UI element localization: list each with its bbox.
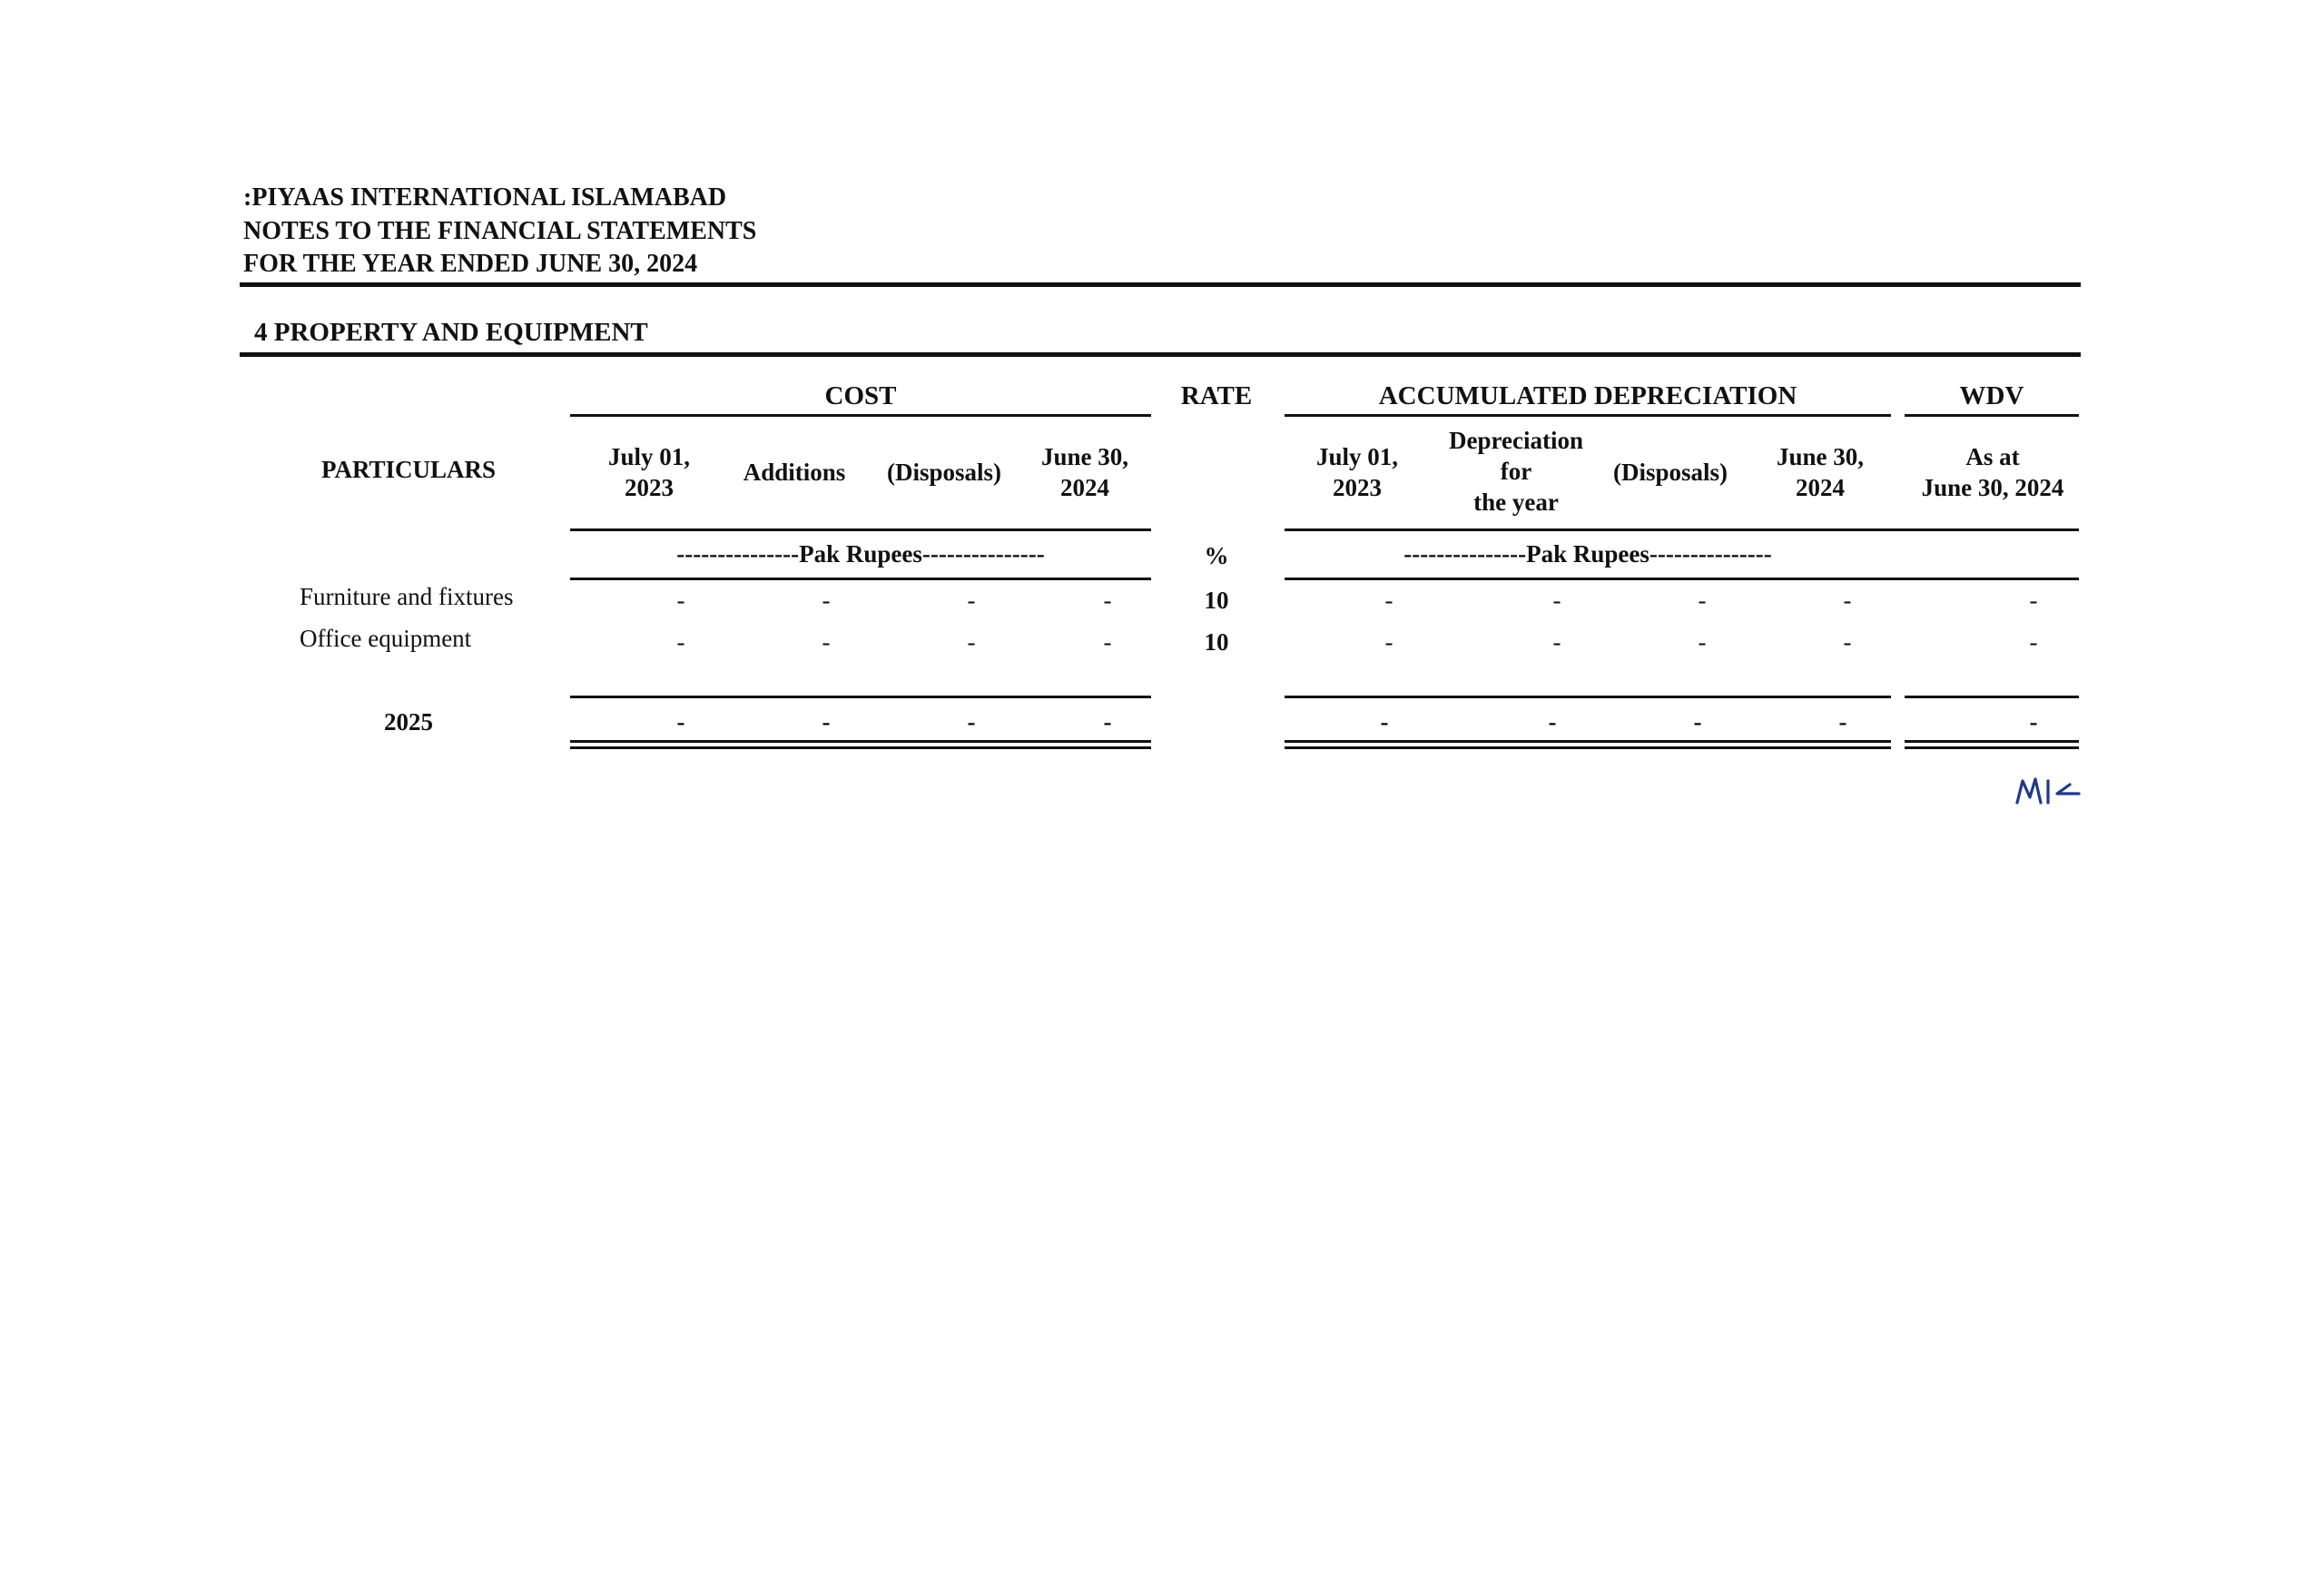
cost-close-header-line1: June 30, — [1040, 443, 1129, 470]
company-name: :PIYAAS INTERNATIONAL ISLAMABAD — [243, 183, 727, 212]
accumulated-depreciation-title: ACCUMULATED DEPRECIATION — [1378, 381, 1797, 410]
cost-additions-header: Additions — [743, 459, 846, 486]
row-label-office-equipment: Office equipment — [300, 625, 472, 652]
total-cell: - — [822, 708, 831, 736]
dep-close-header-line2: 2024 — [1796, 474, 1845, 501]
cost-open-header-line2: 2023 — [625, 474, 674, 501]
table-cell: - — [822, 628, 831, 656]
total-cell: - — [1103, 708, 1112, 736]
total-cell: - — [2029, 708, 2038, 736]
dep-year-header-line1: Depreciation — [1449, 427, 1583, 454]
rate-units: % — [1204, 542, 1229, 569]
wdv-total-double-rule-top — [1905, 740, 2079, 743]
table-cell: - — [1103, 628, 1112, 656]
table-cell: - — [676, 628, 685, 656]
table-cell: - — [1698, 628, 1707, 656]
dep-disposals-header: (Disposals) — [1612, 459, 1728, 486]
table-cell: - — [1384, 628, 1393, 656]
dep-total-double-rule-top — [1285, 740, 1891, 743]
table-cell: - — [676, 587, 685, 614]
total-cell: - — [1693, 708, 1702, 736]
period-line: FOR THE YEAR ENDED JUNE 30, 2024 — [243, 250, 698, 278]
cost-close-header-line2: 2024 — [1060, 474, 1109, 501]
dep-units: ---------------Pak Rupees--------------- — [1403, 540, 1772, 568]
section-title: 4 PROPERTY AND EQUIPMENT — [254, 318, 648, 347]
dep-total-double-rule-bottom — [1285, 746, 1891, 749]
total-cell: - — [1838, 708, 1847, 736]
wdv-header-line2: June 30, 2024 — [1921, 474, 2064, 501]
total-cell: - — [676, 708, 685, 736]
wdv-title-rule — [1905, 414, 2079, 417]
cost-subtotal-rule — [570, 696, 1151, 698]
signature-initials-icon — [2014, 770, 2086, 810]
rate-cell: 10 — [1204, 628, 1229, 656]
total-cell: - — [1548, 708, 1557, 736]
table-cell: - — [967, 628, 976, 656]
table-cell: - — [1552, 587, 1561, 614]
table-cell: - — [1843, 628, 1852, 656]
table-cell: - — [822, 587, 831, 614]
particulars-header: PARTICULARS — [320, 456, 497, 483]
header-rule — [240, 282, 2081, 287]
table-cell: - — [1843, 587, 1852, 614]
cost-total-double-rule-bottom — [570, 746, 1151, 749]
cost-total-double-rule-top — [570, 740, 1151, 743]
table-cell: - — [967, 587, 976, 614]
wdv-header — [1906, 441, 2079, 503]
cost-title-rule — [570, 414, 1151, 417]
table-cell: - — [1698, 587, 1707, 614]
cost-units-rule — [570, 578, 1151, 580]
dep-open-header-line1: July 01, — [1315, 443, 1399, 470]
table-cell: - — [2029, 587, 2038, 614]
dep-year-header-line3: the year — [1473, 489, 1559, 516]
dep-subtotal-rule — [1285, 696, 1891, 698]
dep-year-header — [1434, 425, 1598, 518]
dep-year-header-line2: for — [1500, 458, 1532, 485]
wdv-group-title: WDV — [1959, 381, 2024, 410]
wdv-header-line1: As at — [1965, 443, 2020, 470]
total-cell: - — [1380, 708, 1389, 736]
document-title: NOTES TO THE FINANCIAL STATEMENTS — [243, 217, 757, 245]
dep-close-header — [1748, 441, 1893, 503]
wdv-subtotal-rule — [1905, 696, 2079, 698]
dep-open-header — [1289, 441, 1425, 503]
cost-open-header — [581, 441, 717, 503]
table-cell: - — [1384, 587, 1393, 614]
wdv-total-double-rule-bottom — [1905, 746, 2079, 749]
total-row-label: 2025 — [384, 708, 433, 736]
table-cell: - — [1552, 628, 1561, 656]
rate-cell: 10 — [1204, 587, 1229, 614]
cost-header-rule — [570, 528, 1151, 531]
dep-header-rule — [1285, 528, 2079, 531]
row-label-furniture: Furniture and fixtures — [300, 583, 514, 610]
dep-open-header-line2: 2023 — [1333, 474, 1382, 501]
cost-units: ---------------Pak Rupees--------------- — [676, 540, 1045, 568]
table-cell: - — [2029, 628, 2038, 656]
table-cell: - — [1103, 587, 1112, 614]
dep-units-rule — [1285, 578, 2079, 580]
total-cell: - — [967, 708, 976, 736]
cost-disposals-header: (Disposals) — [886, 459, 1002, 486]
cost-open-header-line1: July 01, — [607, 443, 691, 470]
dep-title-rule — [1285, 414, 1891, 417]
dep-close-header-line1: June 30, — [1776, 443, 1865, 470]
section-rule — [240, 352, 2081, 357]
cost-close-header — [1017, 441, 1153, 503]
cost-group-title: COST — [824, 381, 897, 410]
rate-group-title: RATE — [1180, 381, 1253, 410]
